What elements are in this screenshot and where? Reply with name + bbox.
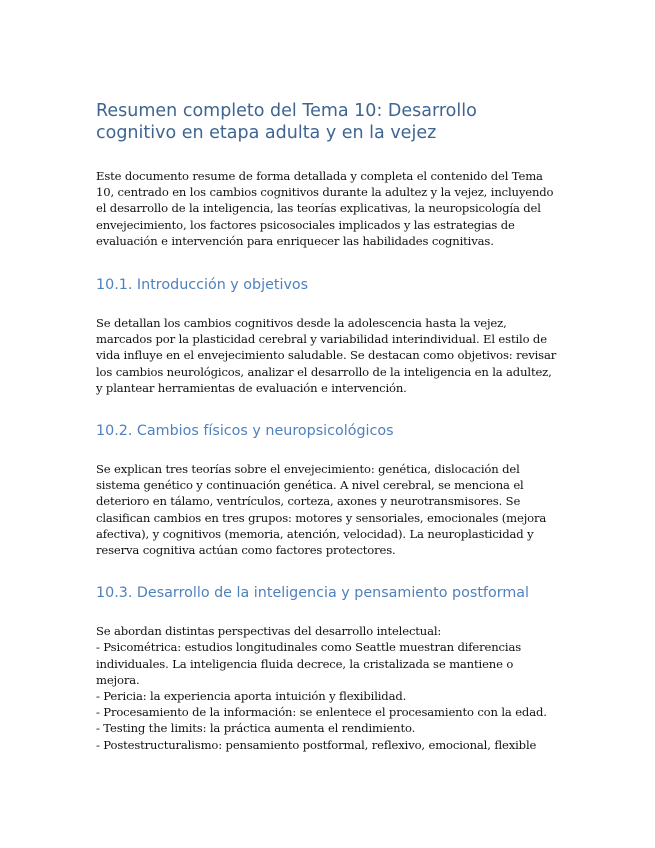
- section-body-10-2: Se explican tres teorías sobre el envejecimiento: genética, dislocación del sistema genético y continuación genética. A nivel cerebral, se menciona el deterioro en tálamo, ventrículos, corteza, axones y neurotransmisores. Se clasifican cambios en tres grupos: motores y sensoriales, emocionales (mejora afectiva), y cognitivos (memoria, atención, velocidad). La neuroplasticidad y reserva cognitiva actúan como factores protectores.: [96, 462, 547, 558]
- list-item: - Testing the limits: la práctica aumenta el rendimiento.: [96, 721, 416, 736]
- document-page: [96, 100, 558, 753]
- section-lead-10-3: Se abordan distintas perspectivas del desarrollo intelectual:: [96, 624, 442, 639]
- list-item: - Psicométrica: estudios longitudinales como Seattle muestran diferencias individuales. La inteligencia fluida decrece, la cristalizada se mantiene o mejora.: [96, 640, 522, 687]
- section-body-10-1: Se detallan los cambios cognitivos desde la adolescencia hasta la vejez, marcados por la plasticidad cerebral y variabilidad interindividual. El estilo de vida influye en el envejecimiento saludable. Se destacan como objetivos: revisar los cambios neurológicos, analizar el desarrollo de la inteligencia en la adultez, y plantear herramientas de evaluación e intervención.: [96, 316, 557, 395]
- section-heading-10-3: 10.3. Desarrollo de la inteligencia y pensamiento postformal: [96, 585, 529, 602]
- section-heading-10-2: 10.2. Cambios físicos y neuropsicológicos: [96, 423, 394, 440]
- intro-paragraph: Este documento resume de forma detallada y completa el contenido del Tema 10, centrado en los cambios cognitivos durante la adultez y la vejez, incluyendo el desarrollo de la inteligencia, las teorías explicativas, la neuropsicología del envejecimiento, los factores psicosociales implicados y las estrategias de evaluación e intervención para enriquecer las habilidades cognitivas.: [96, 169, 554, 248]
- list-item: - Postestructuralismo: pensamiento postformal, reflexivo, emocional, flexible: [96, 737, 537, 752]
- list-item: - Pericia: la experiencia aporta intuición y flexibilidad.: [96, 689, 407, 704]
- section-heading-10-1: 10.1. Introducción y objetivos: [96, 277, 309, 294]
- list-item: - Procesamiento de la información: se enlentece el procesamiento con la edad.: [96, 705, 547, 720]
- document-title: Resumen completo del Tema 10: Desarrollo cognitivo en etapa adulta y en la vejez: [96, 101, 477, 143]
